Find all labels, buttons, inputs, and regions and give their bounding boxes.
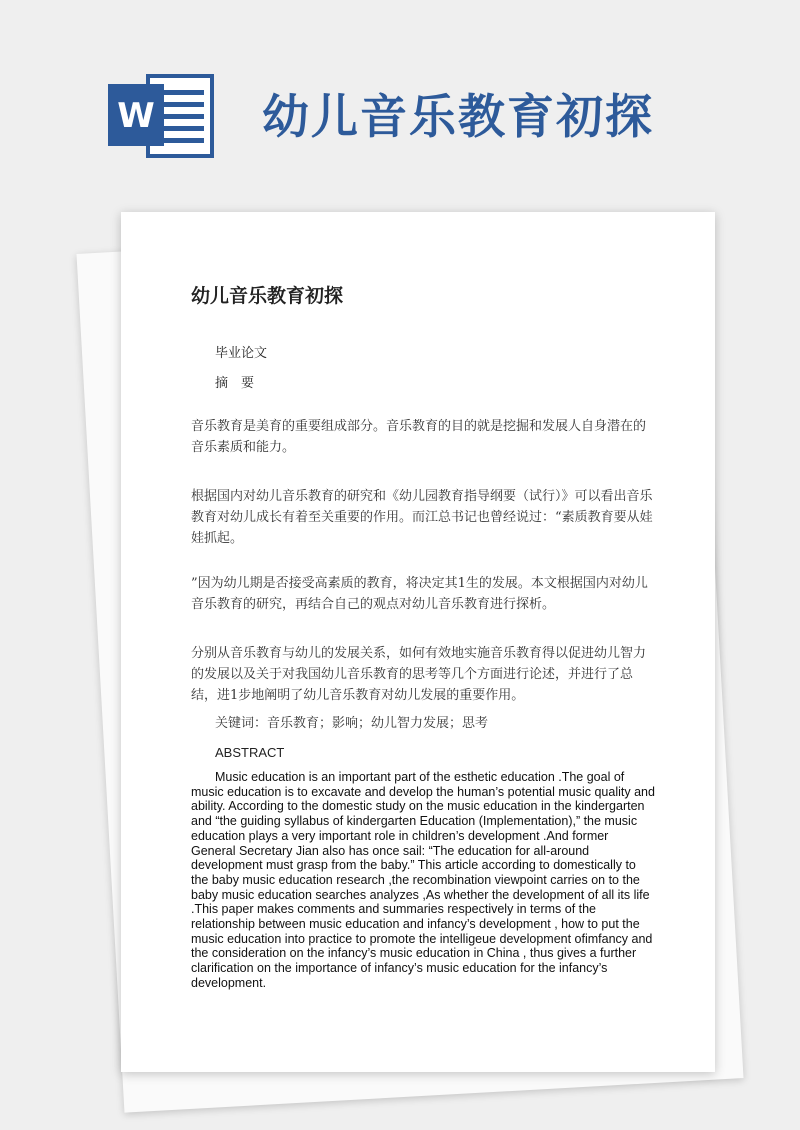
- document-title: 幼儿音乐教育初探: [191, 285, 344, 307]
- paragraph-1: 音乐教育是美育的重要组成部分。音乐教育的目的就是挖掘和发展人自身潜在的音乐素质和能力。: [191, 419, 647, 455]
- keywords: 关键词：音乐教育；影响；幼儿智力发展；思考: [215, 716, 489, 731]
- paragraph-4: 分别从音乐教育与幼儿的发展关系，如何有效地实施音乐教育得以促进幼儿智力的发展以及关于对我国幼儿音乐教育的思考等几个方面进行论述，并进行了总结，进1步地阐明了幼儿音乐教育对幼儿发展的重要作用。: [191, 646, 647, 703]
- banner-title: 幼儿音乐教育初探: [262, 90, 654, 145]
- banner: [0, 0, 800, 200]
- word-document-icon: [108, 72, 216, 158]
- document-subtitle: 毕业论文: [215, 346, 268, 361]
- abstract-text: Music education is an important part of the esthetic education .The goal of music education is to excavate and develop the human’s potential music quality and ability. According to the domestic study on the music education in the kindergarten and “the guiding syllabus of kindergarten Education (Implementation),” the music education plays a very important role in children’s development .And former General Secretary Jian also has once sail: “The education for all-around development must grasp from the baby.” This article according to domestically to the baby music education research ,the recombination viewpoint carries on to the baby music education searches analyzes ,As whether the development of all its life .This paper makes comments and summaries respectively in terms of the relationship between music education and infancy’s development , how to put the music education into practice to promote the intelligeue development ofimfancy and the consideration on the infancy’s music education in China , thus gives a further clarification on the importance of infancy’s music education for the infancy’s development.: [191, 770, 655, 990]
- summary-heading: 摘 要: [215, 376, 255, 391]
- paragraph-2: 根据国内对幼儿音乐教育的研究和《幼儿园教育指导纲要（试行）》可以看出音乐教育对幼儿成长有着至关重要的作用。而江总书记也曾经说过：“素质教育要从娃娃抓起。: [191, 489, 653, 546]
- document-page: [121, 212, 715, 1072]
- paragraph-3: ”因为幼儿期是否接受高素质的教育，将决定其1生的发展。本文根据国内对幼儿音乐教育的研究，再结合自己的观点对幼儿音乐教育进行探析。: [191, 576, 648, 612]
- word-logo-letter: W: [117, 96, 155, 136]
- abstract-heading: ABSTRACT: [215, 745, 285, 760]
